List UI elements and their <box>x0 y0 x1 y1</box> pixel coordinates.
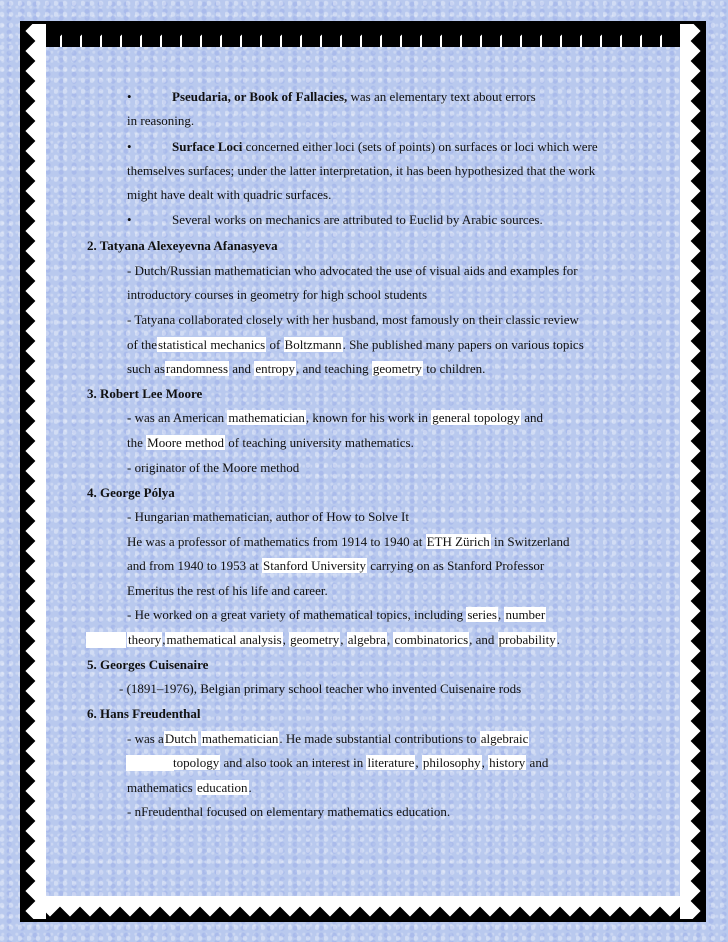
link-mathematician[interactable]: mathematician <box>228 410 305 425</box>
text-line: - (1891–1976), Belgian primary school teacher who invented Cuisenaire rods <box>119 681 522 696</box>
link-moore-method[interactable]: Moore method <box>147 435 225 450</box>
text-line: topology and also took an interest in literature, philosophy, history and <box>173 755 549 770</box>
link-algebraic-topology[interactable]: algebraic <box>480 731 529 746</box>
text-line: He was a professor of mathematics from 1914 to 1940 at ETH Zürich in Switzerland <box>127 534 570 549</box>
text-line: Emeritus the rest of his life and career. <box>127 583 328 598</box>
link-history[interactable]: history <box>489 755 526 770</box>
text-line: - Dutch/Russian mathematician who advocated the use of visual aids and examples for <box>127 263 578 278</box>
link-statistical-mechanics[interactable]: statistical mechanics <box>157 337 266 352</box>
text-line: - nFreudenthal focused on elementary mathematics education. <box>127 804 451 819</box>
text-line: and from 1940 to 1953 at Stanford University carrying on as Stanford Professor <box>127 558 545 573</box>
link-dutch[interactable]: Dutch <box>164 731 197 746</box>
section-heading-polya: 4. George Pólya <box>87 485 175 500</box>
text-line: introductory courses in geometry for high school students <box>127 287 428 302</box>
link-algebra[interactable]: algebra <box>347 632 386 647</box>
link-number-theory-cont[interactable]: theory <box>128 632 162 647</box>
text-line: theory,mathematical analysis, geometry, algebra, combinatorics, and probability. <box>128 632 560 647</box>
bullet-surface-loci: • Surface Loci concerned either loci (sets of points) on surfaces or loci which were <box>127 139 598 154</box>
highlight-block <box>86 632 126 648</box>
section-heading-freudenthal: 6. Hans Freudenthal <box>87 706 201 721</box>
text-line: - was an American mathematician, known for his work in general topology and <box>127 410 543 425</box>
highlight-block <box>126 755 174 771</box>
section-heading-afanasyeva: 2. Tatyana Alexeyevna Afanasyeva <box>87 238 278 253</box>
link-geometry[interactable]: geometry <box>372 361 422 376</box>
text-line: - Tatyana collaborated closely with her husband, most famously on their classic review <box>127 312 579 327</box>
link-geometry-2[interactable]: geometry <box>290 632 340 647</box>
text-line: - He worked on a great variety of mathematical topics, including series, number <box>127 607 546 622</box>
text-line: themselves surfaces; under the latter interpretation, it has been hypothesized that the work <box>127 163 596 178</box>
text-line: of thestatistical mechanics of Boltzmann. She published many papers on various topics <box>127 337 584 352</box>
link-general-topology[interactable]: general topology <box>432 410 520 425</box>
link-series[interactable]: series <box>467 607 497 622</box>
text-line: the Moore method of teaching university mathematics. <box>127 435 414 450</box>
text-line: - originator of the Moore method <box>127 460 300 475</box>
link-literature[interactable]: literature <box>367 755 415 770</box>
link-combinatorics[interactable]: combinatorics <box>394 632 469 647</box>
link-philosophy[interactable]: philosophy <box>422 755 481 770</box>
bullet-pseudaria: • Pseudaria, or Book of Fallacies, was an elementary text about errors <box>127 89 536 104</box>
link-eth-zurich[interactable]: ETH Zürich <box>426 534 490 549</box>
link-mathematician-2[interactable]: mathematician <box>201 731 279 746</box>
link-number-theory[interactable]: number <box>505 607 546 622</box>
link-education[interactable]: education <box>196 780 248 795</box>
link-entropy[interactable]: entropy <box>255 361 296 376</box>
link-topology[interactable]: topology <box>173 755 220 770</box>
text-line: in reasoning. <box>127 113 195 128</box>
link-mathematical-analysis[interactable]: mathematical analysis <box>166 632 282 647</box>
link-probability[interactable]: probability <box>498 632 556 647</box>
section-heading-cuisenaire: 5. Georges Cuisenaire <box>87 657 209 672</box>
section-heading-moore: 3. Robert Lee Moore <box>87 386 203 401</box>
bullet-mechanics: • Several works on mechanics are attributed to Euclid by Arabic sources. <box>127 212 543 227</box>
text-line: might have dealt with quadric surfaces. <box>127 187 332 202</box>
link-randomness[interactable]: randomness <box>165 361 229 376</box>
text-line: mathematics education. <box>127 780 252 795</box>
link-stanford-university[interactable]: Stanford University <box>263 558 366 573</box>
text-line: such asrandomness and entropy, and teaching geometry to children. <box>127 361 486 376</box>
link-boltzmann[interactable]: Boltzmann <box>284 337 342 352</box>
text-line: - was aDutch mathematician. He made substantial contributions to algebraic <box>127 731 529 746</box>
text-line: - Hungarian mathematician, author of How to Solve It <box>127 509 409 524</box>
